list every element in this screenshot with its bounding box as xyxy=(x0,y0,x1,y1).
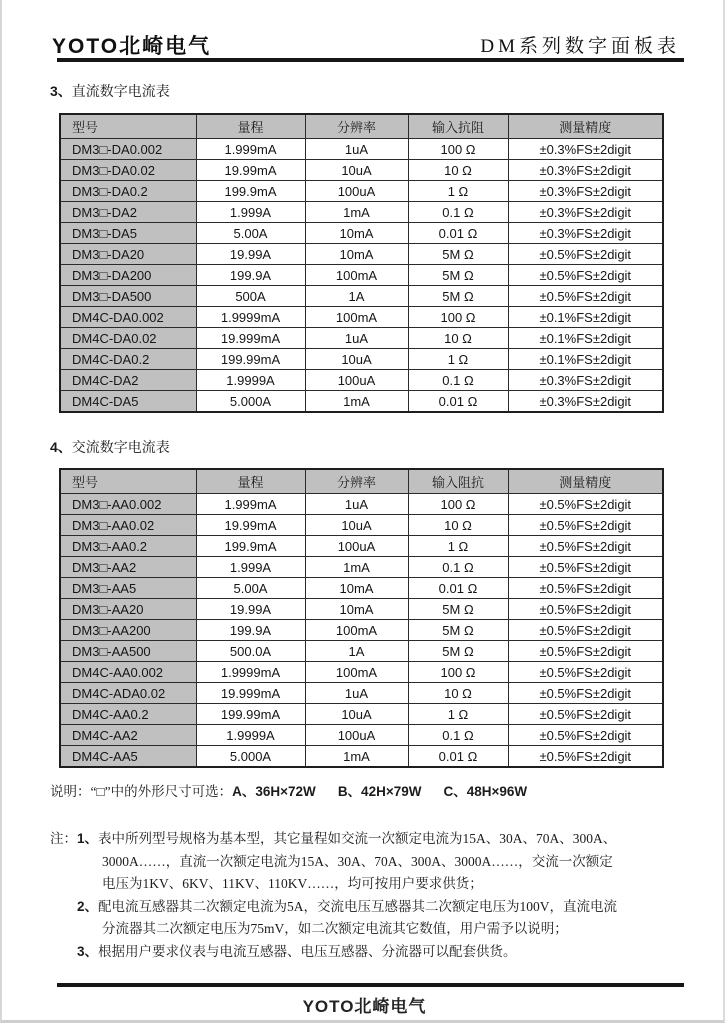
resolution-cell: 10uA xyxy=(305,515,408,536)
column-header-model: 型号 xyxy=(60,114,196,139)
size-note-label: 说明： xyxy=(50,784,91,799)
model-cell: DM3□-AA200 xyxy=(60,620,196,641)
model-cell: DM4C-AA0.2 xyxy=(60,704,196,725)
range-cell: 19.999mA xyxy=(196,328,305,349)
range-cell: 199.9mA xyxy=(196,536,305,557)
table-row xyxy=(60,536,663,557)
accuracy-cell: ±0.3%FS±2digit xyxy=(508,139,663,160)
table-row xyxy=(60,349,663,370)
size-note-intro: “□”中的外形尺寸可选： xyxy=(90,784,233,799)
accuracy-cell: ±0.5%FS±2digit xyxy=(508,515,663,536)
model-cell: DM4C-DA0.002 xyxy=(60,307,196,328)
header-divider xyxy=(57,58,684,62)
column-header-range: 量程 xyxy=(196,114,305,139)
range-cell: 199.9A xyxy=(196,265,305,286)
size-option-a: A、36H×72W xyxy=(232,784,316,799)
section-number: 3、 xyxy=(50,83,72,99)
model-cell: DM3□-AA500 xyxy=(60,641,196,662)
remark-line: 分流器其二次额定电压为75mV，如二次额定电流其它数值，用户需予以说明； xyxy=(102,921,568,936)
remark-text: 配电流互感器其二次额定电流为5A，交流电压互感器其二次额定电压为100V，直流电流 xyxy=(98,898,618,914)
table-row xyxy=(60,641,663,662)
resolution-cell: 10uA xyxy=(305,160,408,181)
resolution-cell: 100uA xyxy=(305,370,408,391)
model-cell: DM3□-DA20 xyxy=(60,244,196,265)
range-cell: 1.9999mA xyxy=(196,307,305,328)
model-cell: DM4C-AA5 xyxy=(60,746,196,768)
resolution-cell: 1A xyxy=(305,641,408,662)
model-cell: DM3□-DA0.002 xyxy=(60,139,196,160)
table-row xyxy=(60,557,663,578)
column-header-model: 型号 xyxy=(60,469,196,494)
resolution-cell: 100mA xyxy=(305,265,408,286)
impedance-cell: 5M Ω xyxy=(408,286,508,307)
resolution-cell: 1A xyxy=(305,286,408,307)
resolution-cell: 100mA xyxy=(305,620,408,641)
impedance-cell: 0.1 Ω xyxy=(408,370,508,391)
accuracy-cell: ±0.5%FS±2digit xyxy=(508,683,663,704)
remark-line xyxy=(77,941,690,964)
footer-logo: YOTO北崎电气 xyxy=(302,997,427,1016)
range-cell: 5.00A xyxy=(196,223,305,244)
accuracy-cell: ±0.5%FS±2digit xyxy=(508,662,663,683)
remark-number: 3、 xyxy=(77,943,99,959)
model-cell: DM3□-AA5 xyxy=(60,578,196,599)
table-row xyxy=(60,370,663,391)
size-option-b: B、42H×79W xyxy=(337,784,422,799)
range-cell: 1.999mA xyxy=(196,139,305,160)
table-header-row xyxy=(60,114,663,139)
accuracy-cell: ±0.5%FS±2digit xyxy=(508,746,663,768)
impedance-cell: 100 Ω xyxy=(408,307,508,328)
model-cell: DM3□-AA0.02 xyxy=(60,515,196,536)
model-cell: DM3□-DA500 xyxy=(60,286,196,307)
section-title-dc xyxy=(50,81,170,101)
impedance-cell: 0.01 Ω xyxy=(408,746,508,768)
remark-line xyxy=(77,896,690,919)
range-cell: 500.0A xyxy=(196,641,305,662)
resolution-cell: 1mA xyxy=(305,557,408,578)
footer-divider xyxy=(57,983,684,987)
accuracy-cell: ±0.3%FS±2digit xyxy=(508,202,663,223)
remark-number: 2、 xyxy=(77,898,99,914)
impedance-cell: 5M Ω xyxy=(408,599,508,620)
table-row xyxy=(60,599,663,620)
accuracy-cell: ±0.5%FS±2digit xyxy=(508,620,663,641)
resolution-cell: 10uA xyxy=(305,704,408,725)
accuracy-cell: ±0.3%FS±2digit xyxy=(508,181,663,202)
resolution-cell: 10mA xyxy=(305,223,408,244)
table-row xyxy=(60,307,663,328)
range-cell: 19.99A xyxy=(196,599,305,620)
range-cell: 500A xyxy=(196,286,305,307)
accuracy-cell: ±0.5%FS±2digit xyxy=(508,704,663,725)
accuracy-cell: ±0.5%FS±2digit xyxy=(508,641,663,662)
model-cell: DM4C-DA2 xyxy=(60,370,196,391)
accuracy-cell: ±0.1%FS±2digit xyxy=(508,328,663,349)
size-option-c: C、48H×96W xyxy=(443,784,528,799)
model-cell: DM3□-AA0.2 xyxy=(60,536,196,557)
range-cell: 199.9mA xyxy=(196,181,305,202)
accuracy-cell: ±0.5%FS±2digit xyxy=(508,494,663,515)
model-cell: DM3□-DA5 xyxy=(60,223,196,244)
section-title-ac xyxy=(50,437,170,457)
accuracy-cell: ±0.3%FS±2digit xyxy=(508,223,663,244)
resolution-cell: 1uA xyxy=(305,683,408,704)
company-logo: YOTO北崎电气 xyxy=(52,35,212,58)
range-cell: 1.999mA xyxy=(196,494,305,515)
model-cell: DM3□-DA2 xyxy=(60,202,196,223)
column-header-impedance: 输入阻抗 xyxy=(408,469,508,494)
dc-current-table xyxy=(59,113,664,413)
remarks-block xyxy=(50,828,690,963)
impedance-cell: 10 Ω xyxy=(408,683,508,704)
resolution-cell: 100uA xyxy=(305,181,408,202)
impedance-cell: 1 Ω xyxy=(408,536,508,557)
resolution-cell: 100uA xyxy=(305,725,408,746)
impedance-cell: 5M Ω xyxy=(408,244,508,265)
section-number: 4、 xyxy=(50,439,72,455)
column-header-range: 量程 xyxy=(196,469,305,494)
range-cell: 1.9999A xyxy=(196,370,305,391)
table-row xyxy=(60,578,663,599)
model-cell: DM3□-AA0.002 xyxy=(60,494,196,515)
range-cell: 199.99mA xyxy=(196,704,305,725)
impedance-cell: 0.01 Ω xyxy=(408,391,508,413)
range-cell: 19.999mA xyxy=(196,683,305,704)
impedance-cell: 1 Ω xyxy=(408,704,508,725)
table-header-row xyxy=(60,469,663,494)
table-row xyxy=(60,391,663,413)
table-row xyxy=(60,202,663,223)
table-row xyxy=(60,286,663,307)
resolution-cell: 100mA xyxy=(305,662,408,683)
accuracy-cell: ±0.5%FS±2digit xyxy=(508,725,663,746)
remark-text: 根据用户要求仪表与电流互感器、电压互感器、分流器可以配套供货。 xyxy=(98,943,517,959)
page-title: DM系列数字面板表 xyxy=(480,36,680,57)
resolution-cell: 1mA xyxy=(305,391,408,413)
table-row xyxy=(60,662,663,683)
impedance-cell: 1 Ω xyxy=(408,181,508,202)
resolution-cell: 100mA xyxy=(305,307,408,328)
model-cell: DM3□-DA200 xyxy=(60,265,196,286)
table-row xyxy=(60,265,663,286)
table-row xyxy=(60,746,663,768)
resolution-cell: 1uA xyxy=(305,139,408,160)
impedance-cell: 0.1 Ω xyxy=(408,202,508,223)
column-header-accuracy: 测量精度 xyxy=(508,114,663,139)
range-cell: 1.999A xyxy=(196,202,305,223)
resolution-cell: 10uA xyxy=(305,349,408,370)
impedance-cell: 5M Ω xyxy=(408,641,508,662)
impedance-cell: 0.1 Ω xyxy=(408,725,508,746)
resolution-cell: 100uA xyxy=(305,536,408,557)
size-note xyxy=(50,780,690,800)
table-row xyxy=(60,704,663,725)
range-cell: 199.9A xyxy=(196,620,305,641)
table-row xyxy=(60,328,663,349)
model-cell: DM4C-AA0.002 xyxy=(60,662,196,683)
section-label: 交流数字电流表 xyxy=(71,441,170,456)
impedance-cell: 0.01 Ω xyxy=(408,223,508,244)
impedance-cell: 1 Ω xyxy=(408,349,508,370)
accuracy-cell: ±0.5%FS±2digit xyxy=(508,599,663,620)
table-row xyxy=(60,515,663,536)
accuracy-cell: ±0.5%FS±2digit xyxy=(508,536,663,557)
resolution-cell: 1mA xyxy=(305,746,408,768)
accuracy-cell: ±0.5%FS±2digit xyxy=(508,557,663,578)
accuracy-cell: ±0.3%FS±2digit xyxy=(508,160,663,181)
model-cell: DM4C-DA0.02 xyxy=(60,328,196,349)
model-cell: DM3□-AA2 xyxy=(60,557,196,578)
impedance-cell: 0.01 Ω xyxy=(408,578,508,599)
table-row xyxy=(60,181,663,202)
accuracy-cell: ±0.3%FS±2digit xyxy=(508,370,663,391)
table-row xyxy=(60,494,663,515)
accuracy-cell: ±0.1%FS±2digit xyxy=(508,307,663,328)
remark-line: 电压为1KV、6KV、11KV、110KV……，均可按用户要求供货； xyxy=(102,876,483,891)
resolution-cell: 10mA xyxy=(305,578,408,599)
remark-line xyxy=(50,828,690,851)
accuracy-cell: ±0.5%FS±2digit xyxy=(508,578,663,599)
impedance-cell: 100 Ω xyxy=(408,139,508,160)
impedance-cell: 100 Ω xyxy=(408,494,508,515)
model-cell: DM3□-DA0.02 xyxy=(60,160,196,181)
resolution-cell: 10mA xyxy=(305,599,408,620)
model-cell: DM3□-AA20 xyxy=(60,599,196,620)
table-row xyxy=(60,160,663,181)
section-label: 直流数字电流表 xyxy=(71,85,170,100)
table-row xyxy=(60,683,663,704)
range-cell: 1.9999mA xyxy=(196,662,305,683)
resolution-cell: 1uA xyxy=(305,494,408,515)
resolution-cell: 1uA xyxy=(305,328,408,349)
impedance-cell: 5M Ω xyxy=(408,620,508,641)
column-header-accuracy: 测量精度 xyxy=(508,469,663,494)
table-row xyxy=(60,244,663,265)
model-cell: DM4C-AA2 xyxy=(60,725,196,746)
impedance-cell: 100 Ω xyxy=(408,662,508,683)
impedance-cell: 0.1 Ω xyxy=(408,557,508,578)
column-header-resolution: 分辨率 xyxy=(305,469,408,494)
impedance-cell: 10 Ω xyxy=(408,328,508,349)
column-header-resolution: 分辨率 xyxy=(305,114,408,139)
impedance-cell: 10 Ω xyxy=(408,160,508,181)
resolution-cell: 10mA xyxy=(305,244,408,265)
range-cell: 19.99mA xyxy=(196,515,305,536)
remark-number: 1、 xyxy=(77,831,99,846)
accuracy-cell: ±0.5%FS±2digit xyxy=(508,286,663,307)
impedance-cell: 5M Ω xyxy=(408,265,508,286)
resolution-cell: 1mA xyxy=(305,202,408,223)
model-cell: DM3□-DA0.2 xyxy=(60,181,196,202)
range-cell: 5.000A xyxy=(196,391,305,413)
model-cell: DM4C-ADA0.02 xyxy=(60,683,196,704)
range-cell: 1.999A xyxy=(196,557,305,578)
table-row xyxy=(60,620,663,641)
remark-line: 3000A……，直流一次额定电流为15A、30A、70A、300A、3000A……，交流一次额定 xyxy=(102,853,613,869)
remark-text: 表中所列型号规格为基本型，其它量程如交流一次额定电流为15A、30A、70A、300A、 xyxy=(98,831,617,846)
range-cell: 19.99A xyxy=(196,244,305,265)
accuracy-cell: ±0.3%FS±2digit xyxy=(508,391,663,413)
accuracy-cell: ±0.1%FS±2digit xyxy=(508,349,663,370)
range-cell: 199.99mA xyxy=(196,349,305,370)
accuracy-cell: ±0.5%FS±2digit xyxy=(508,244,663,265)
accuracy-cell: ±0.5%FS±2digit xyxy=(508,265,663,286)
range-cell: 19.99mA xyxy=(196,160,305,181)
impedance-cell: 10 Ω xyxy=(408,515,508,536)
range-cell: 5.000A xyxy=(196,746,305,768)
ac-current-table xyxy=(59,468,664,768)
range-cell: 1.9999A xyxy=(196,725,305,746)
model-cell: DM4C-DA5 xyxy=(60,391,196,413)
model-cell: DM4C-DA0.2 xyxy=(60,349,196,370)
range-cell: 5.00A xyxy=(196,578,305,599)
remarks-label: 注： xyxy=(50,831,77,846)
table-row xyxy=(60,139,663,160)
column-header-impedance: 输入抗阻 xyxy=(408,114,508,139)
table-row xyxy=(60,223,663,244)
table-row xyxy=(60,725,663,746)
